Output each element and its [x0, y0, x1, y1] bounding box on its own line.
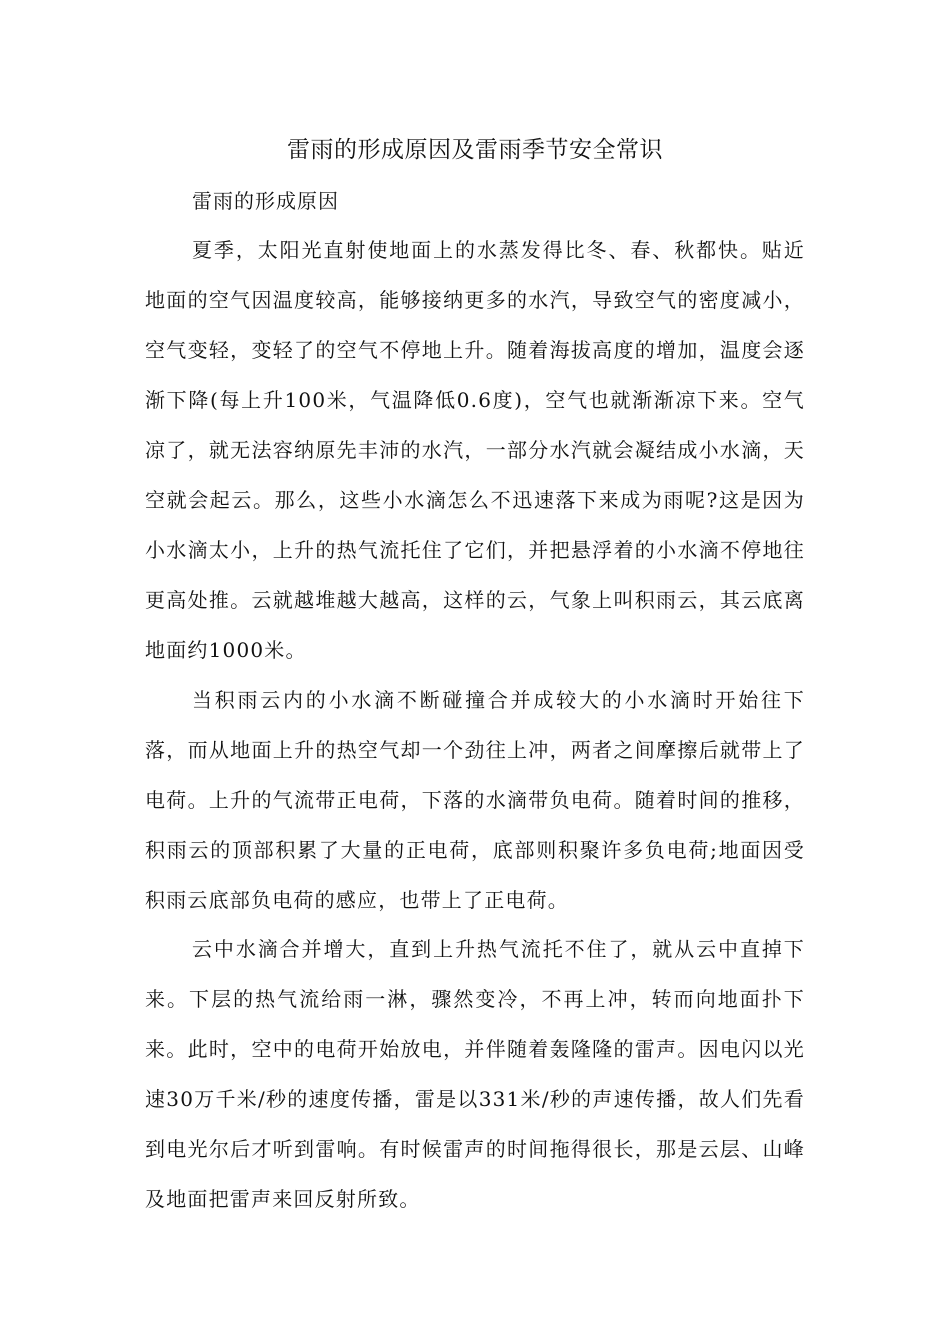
section-heading: 雷雨的形成原因 — [192, 189, 339, 213]
paragraph-3: 云中水滴合并增大，直到上升热气流托不住了，就从云中直掉下来。下层的热气流给雨一淋，骤然变冷，不再上冲，转而向地面扑下来。此时，空中的电荷开始放电，并伴随着轰隆隆的雷声。因电闪以光速30万千米/秒的速度传播，雷是以331米/秒的声速传播，故人们先看到电光尔后才听到雷响。有时候雷声的时间拖得很长，那是云层、山峰及地面把雷声来回反射所致。 — [145, 937, 805, 1211]
paragraph-1: 夏季，太阳光直射使地面上的水蒸发得比冬、春、秋都快。贴近地面的空气因温度较高，能够接纳更多的水汽，导致空气的密度减小，空气变轻，变轻了的空气不停地上升。随着海拔高度的增加，温度会逐渐下降(每上升100米，气温降低0.6度)，空气也就渐渐凉下来。空气凉了，就无法容纳原先丰沛的水汽，一部分水汽就会凝结成小水滴，天空就会起云。那么，这些小水滴怎么不迅速落下来成为雨呢?这是因为小水滴太小，上升的热气流托住了它们，并把悬浮着的小水滴不停地往更高处推。云就越堆越大越高，这样的云，气象上叫积雨云，其云底离地面约1000米。 — [145, 238, 805, 662]
document-title: 雷雨的形成原因及雷雨季节安全常识 — [287, 137, 663, 163]
paragraph-2: 当积雨云内的小水滴不断碰撞合并成较大的小水滴时开始往下落，而从地面上升的热空气却一个劲往上冲，两者之间摩擦后就带上了电荷。上升的气流带正电荷，下落的水滴带负电荷。随着时间的推移，积雨云的顶部积累了大量的正电荷，底部则积聚许多负电荷;地面因受积雨云底部负电荷的感应，也带上了正电荷。 — [145, 688, 805, 912]
